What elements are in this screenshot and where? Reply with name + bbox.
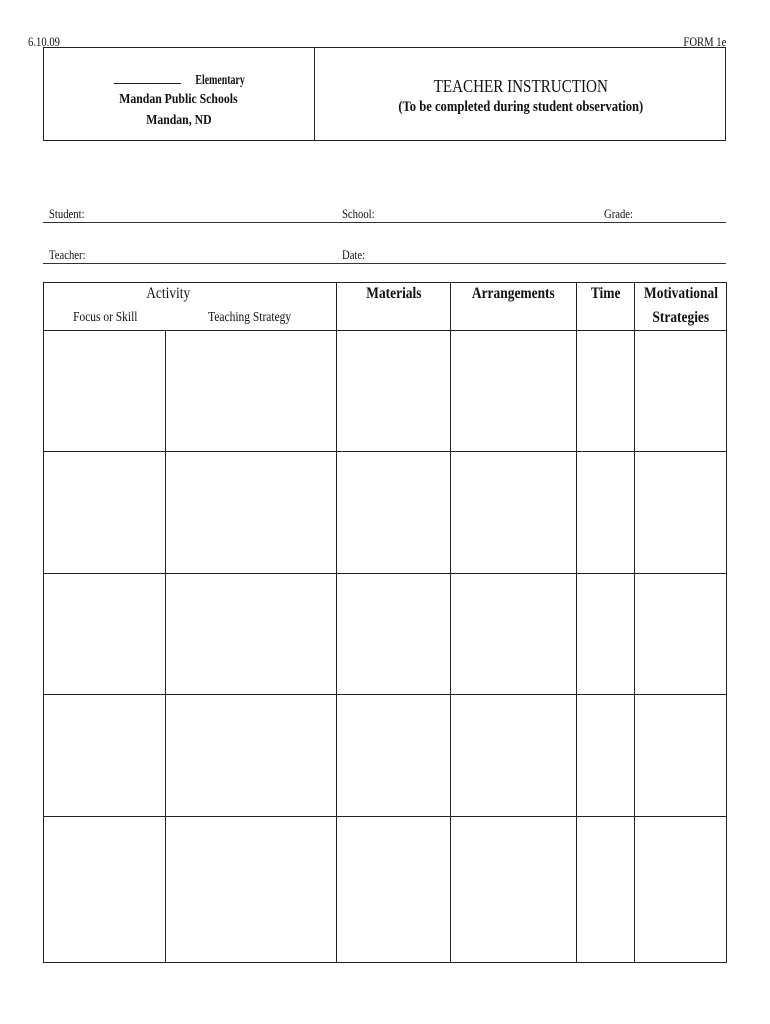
arrangements-cell-row-3[interactable]	[451, 574, 576, 694]
arrangements-cell-row-5[interactable]	[451, 817, 576, 962]
arrangements-header: Arrangements	[472, 285, 555, 302]
materials-cell-row-1[interactable]	[337, 331, 450, 451]
arrangements-cell-row-2[interactable]	[451, 452, 576, 573]
arrangements-cell-row-4[interactable]	[451, 695, 576, 816]
field-underline-2	[43, 263, 726, 264]
teaching-strategy-header: Teaching Strategy	[208, 310, 292, 325]
focus-or-skill-header: Focus or Skill	[73, 310, 138, 325]
time-cell-row-2[interactable]	[577, 452, 634, 573]
field-underline-1	[43, 222, 726, 223]
time-cell-row-4[interactable]	[577, 695, 634, 816]
focus-or-skill-cell-row-4[interactable]	[44, 695, 165, 816]
school-field[interactable]: School:	[342, 206, 375, 221]
materials-cell-row-2[interactable]	[337, 452, 450, 573]
activity-header: Activity	[145, 285, 191, 302]
motivational-strategies-cell-row-5[interactable]	[635, 817, 726, 962]
grade-field[interactable]: Grade:	[604, 206, 634, 221]
focus-or-skill-cell-row-5[interactable]	[44, 817, 165, 962]
focus-or-skill-cell-row-3[interactable]	[44, 574, 165, 694]
focus-or-skill-cell-row-1[interactable]	[44, 331, 165, 451]
motivational-strategies-header-line2: Strategies	[652, 309, 709, 326]
district-name: Mandan Public Schools	[119, 92, 238, 107]
focus-or-skill-cell-row-2[interactable]	[44, 452, 165, 573]
teaching-strategy-cell-row-4[interactable]	[166, 695, 336, 816]
teaching-strategy-cell-row-1[interactable]	[166, 331, 336, 451]
time-cell-row-3[interactable]	[577, 574, 634, 694]
motivational-strategies-cell-row-4[interactable]	[635, 695, 726, 816]
form-id: FORM 1e	[683, 34, 726, 49]
city-name: Mandan, ND	[145, 113, 212, 128]
motivational-strategies-cell-row-3[interactable]	[635, 574, 726, 694]
materials-cell-row-4[interactable]	[337, 695, 450, 816]
motivational-strategies-header: Motivational	[643, 285, 718, 302]
teacher-field[interactable]: Teacher:	[49, 247, 86, 262]
school-name-blank[interactable]	[114, 72, 181, 84]
teaching-strategy-cell-row-2[interactable]	[166, 452, 336, 573]
materials-header: Materials	[365, 285, 422, 302]
form-revision-date: 6.10.09	[28, 34, 60, 49]
arrangements-cell-row-1[interactable]	[451, 331, 576, 451]
student-field[interactable]: Student:	[49, 206, 85, 221]
motivational-strategies-cell-row-1[interactable]	[635, 331, 726, 451]
time-cell-row-1[interactable]	[577, 331, 634, 451]
time-cell-row-5[interactable]	[577, 817, 634, 962]
teaching-strategy-cell-row-5[interactable]	[166, 817, 336, 962]
form-title: TEACHER INSTRUCTION	[433, 76, 608, 96]
motivational-strategies-cell-row-2[interactable]	[635, 452, 726, 573]
school-suffix: Elementary	[195, 73, 245, 88]
materials-cell-row-3[interactable]	[337, 574, 450, 694]
materials-cell-row-5[interactable]	[337, 817, 450, 962]
teaching-strategy-cell-row-3[interactable]	[166, 574, 336, 694]
form-subtitle: (To be completed during student observation)	[398, 99, 643, 115]
school-name-line	[43, 72, 314, 89]
time-header: Time	[590, 285, 621, 302]
date-field[interactable]: Date:	[342, 247, 366, 262]
